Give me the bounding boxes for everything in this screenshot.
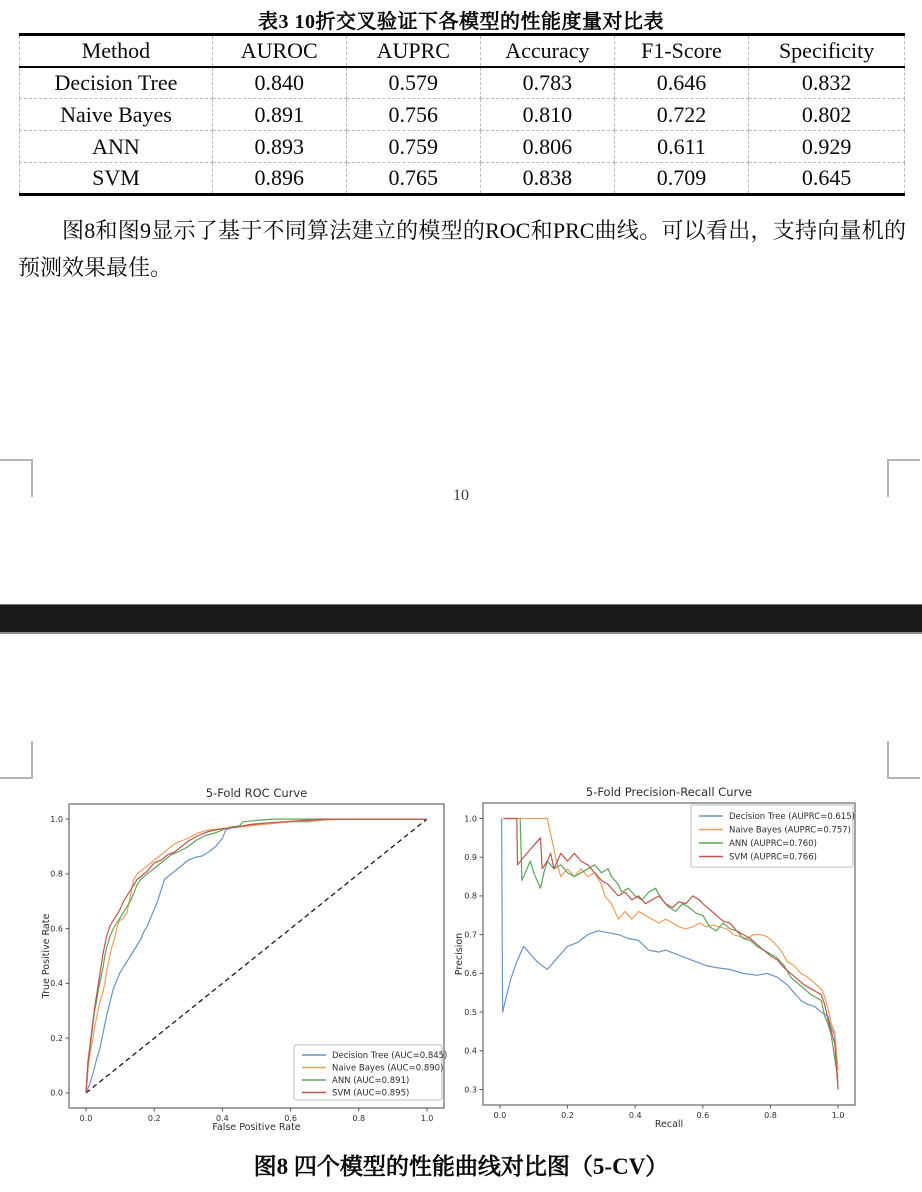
legend-entry-label: Decision Tree (AUPRC=0.615) (729, 812, 855, 822)
x-tick-label: 0.8 (352, 1114, 366, 1123)
y-tick-label: 0.8 (50, 869, 63, 879)
page2-corner-mark-left (0, 741, 33, 779)
table-cell: 0.645 (749, 163, 905, 195)
metrics-table (19, 33, 905, 196)
legend-entry-label: ANN (AUC=0.891) (332, 1076, 410, 1086)
chart-title: 5-Fold ROC Curve (205, 786, 308, 800)
x-axis-label: False Positive Rate (212, 1122, 301, 1133)
table-cell: Naive Bayes (20, 99, 213, 131)
page-separator-band (0, 604, 922, 634)
table-cell: 0.756 (346, 99, 481, 131)
x-tick-label: 1.0 (831, 1111, 845, 1120)
column-header: Accuracy (481, 35, 615, 67)
roc-curve-figure (40, 783, 455, 1148)
table-cell: 0.722 (614, 99, 749, 131)
y-axis-label: Precision (454, 932, 465, 976)
legend-entry-label: Decision Tree (AUC=0.845) (332, 1051, 448, 1061)
table-cell: 0.611 (614, 131, 749, 163)
column-header: AUPRC (346, 35, 481, 67)
legend-entry-label: Naive Bayes (AUC=0.890) (332, 1063, 444, 1074)
y-tick-label: 0.0 (50, 1088, 63, 1098)
column-header: Specificity (749, 35, 905, 67)
y-tick-label: 0.2 (50, 1033, 63, 1043)
table-row (20, 67, 905, 99)
table-cell: 0.840 (212, 67, 346, 99)
table-row (20, 131, 905, 163)
figure-caption: 图8 四个模型的性能曲线对比图（5-CV） (253, 1154, 669, 1179)
legend-entry-label: SVM (AUC=0.895) (332, 1088, 410, 1099)
table-row (20, 163, 905, 195)
table-cell: Decision Tree (20, 67, 213, 99)
table-row (20, 99, 905, 131)
x-tick-label: 0.2 (147, 1114, 161, 1123)
metrics-table-header (20, 35, 905, 67)
chart-title: 5-Fold Precision-Recall Curve (585, 785, 753, 799)
x-tick-label: 0.2 (561, 1111, 574, 1120)
y-tick-label: 0.9 (464, 853, 477, 863)
precision-recall-figure (453, 783, 877, 1148)
x-tick-label: 0.6 (284, 1114, 297, 1123)
table-title: 表3 10折交叉验证下各模型的性能度量对比表 (258, 11, 664, 33)
table-cell: 0.891 (212, 99, 346, 131)
x-tick-label: 0.8 (764, 1111, 777, 1120)
page2-corner-mark-right (887, 741, 920, 779)
table-cell: 0.709 (614, 163, 749, 195)
x-tick-label: 0.4 (628, 1111, 642, 1120)
legend-entry-label: Naive Bayes (AUPRC=0.757) (729, 825, 851, 836)
page-number: 10 (453, 487, 469, 504)
table-cell: 0.929 (749, 131, 905, 163)
y-tick-label: 0.5 (464, 1007, 477, 1017)
table-cell: 0.765 (346, 163, 481, 195)
column-header: Method (20, 35, 213, 67)
column-header: AUROC (212, 35, 346, 67)
x-tick-label: 0.0 (79, 1114, 93, 1123)
body-paragraph: 图8和图9显示了基于不同算法建立的模型的ROC和PRC曲线。可以看出，支持向量机的预测效果最佳。 (18, 218, 906, 280)
legend-entry-label: ANN (AUPRC=0.760) (729, 839, 817, 849)
table-cell: 0.832 (749, 67, 905, 99)
table-cell: SVM (20, 163, 213, 195)
y-tick-label: 0.6 (464, 969, 477, 979)
table-cell: 0.806 (481, 131, 615, 163)
table-cell: ANN (20, 131, 213, 163)
table-cell: 0.579 (346, 67, 481, 99)
table-cell: 0.896 (212, 163, 346, 195)
y-tick-label: 1.0 (464, 814, 477, 824)
x-axis-label: Recall (654, 1119, 684, 1130)
table-cell: 0.838 (481, 163, 615, 195)
y-tick-label: 0.3 (464, 1085, 477, 1095)
y-axis-label: True Positive Rate (41, 913, 52, 999)
column-header: F1-Score (614, 35, 749, 67)
x-tick-label: 0.4 (216, 1114, 229, 1123)
table-cell: 0.810 (481, 99, 615, 131)
table-cell: 0.646 (614, 67, 749, 99)
table-cell: 0.759 (346, 131, 481, 163)
y-tick-label: 1.0 (50, 814, 63, 824)
table-cell: 0.783 (481, 67, 615, 99)
legend-entry-label: SVM (AUPRC=0.766) (729, 852, 817, 863)
y-tick-label: 0.6 (50, 924, 63, 934)
y-tick-label: 0.4 (464, 1046, 477, 1056)
x-tick-label: 0.0 (493, 1111, 507, 1120)
x-tick-label: 1.0 (420, 1114, 434, 1123)
table-cell: 0.893 (212, 131, 346, 163)
y-tick-label: 0.7 (464, 930, 477, 940)
table-cell: 0.802 (749, 99, 905, 131)
x-tick-label: 0.6 (696, 1111, 710, 1120)
y-tick-label: 0.4 (50, 979, 63, 989)
y-tick-label: 0.8 (464, 891, 477, 901)
